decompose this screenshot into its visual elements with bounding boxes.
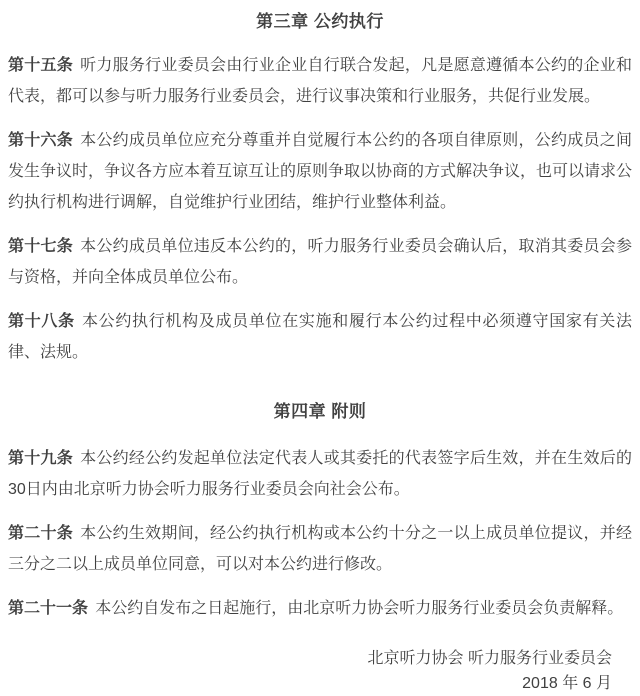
article-16-number: 第十六条 xyxy=(8,132,73,149)
article-16 xyxy=(8,125,632,218)
article-21 xyxy=(8,593,632,624)
chapter-3-title: 第三章 公约执行 xyxy=(256,12,384,31)
date-line: 2018 年 6 月 xyxy=(522,675,612,692)
article-17-text: 本公约成员单位违反本公约的，听力服务行业委员会确认后，取消其委员会参与资格，并向全体成员单位公布。 xyxy=(8,238,632,286)
article-17-number: 第十七条 xyxy=(8,238,73,255)
article-18-number: 第十八条 xyxy=(8,313,75,330)
article-21-number: 第二十一条 xyxy=(8,600,89,617)
signature-line: 北京听力协会 听力服务行业委员会 xyxy=(367,650,612,667)
article-18 xyxy=(8,306,632,368)
article-19-number: 第十九条 xyxy=(8,450,73,467)
article-15-number: 第十五条 xyxy=(8,57,73,74)
article-20-text: 本公约生效期间，经公约执行机构或本公约十分之一以上成员单位提议，并经三分之二以上成员单位同意，可以对本公约进行修改。 xyxy=(8,525,632,573)
article-15 xyxy=(8,50,632,112)
article-19-text: 本公约经公约发起单位法定代表人或其委托的代表签字后生效，并在生效后的30日内由北京听力协会听力服务行业委员会向社会公布。 xyxy=(8,450,632,498)
article-20 xyxy=(8,518,632,580)
article-15-text: 听力服务行业委员会由行业企业自行联合发起，凡是愿意遵循本公约的企业和代表，都可以参与听力服务行业委员会，进行议事决策和行业服务，共促行业发展。 xyxy=(8,57,632,105)
article-20-number: 第二十条 xyxy=(8,525,73,542)
chapter-4-title: 第四章 附则 xyxy=(273,402,367,421)
article-16-text: 本公约成员单位应充分尊重并自觉履行本公约的各项自律原则，公约成员之间发生争议时，争议各方应本着互谅互让的原则争取以协商的方式解决争议，也可以请求公约执行机构进行调解，自觉维护行业团结，维护行业整体利益。 xyxy=(8,132,633,211)
article-21-text: 本公约自发布之日起施行，由北京听力协会听力服务行业委员会负责解释。 xyxy=(95,600,624,617)
article-19 xyxy=(8,443,632,505)
article-18-text: 本公约执行机构及成员单位在实施和履行本公约过程中必须遵守国家有关法律、法规。 xyxy=(8,313,632,361)
article-17 xyxy=(8,231,632,293)
signature-block xyxy=(8,646,632,696)
